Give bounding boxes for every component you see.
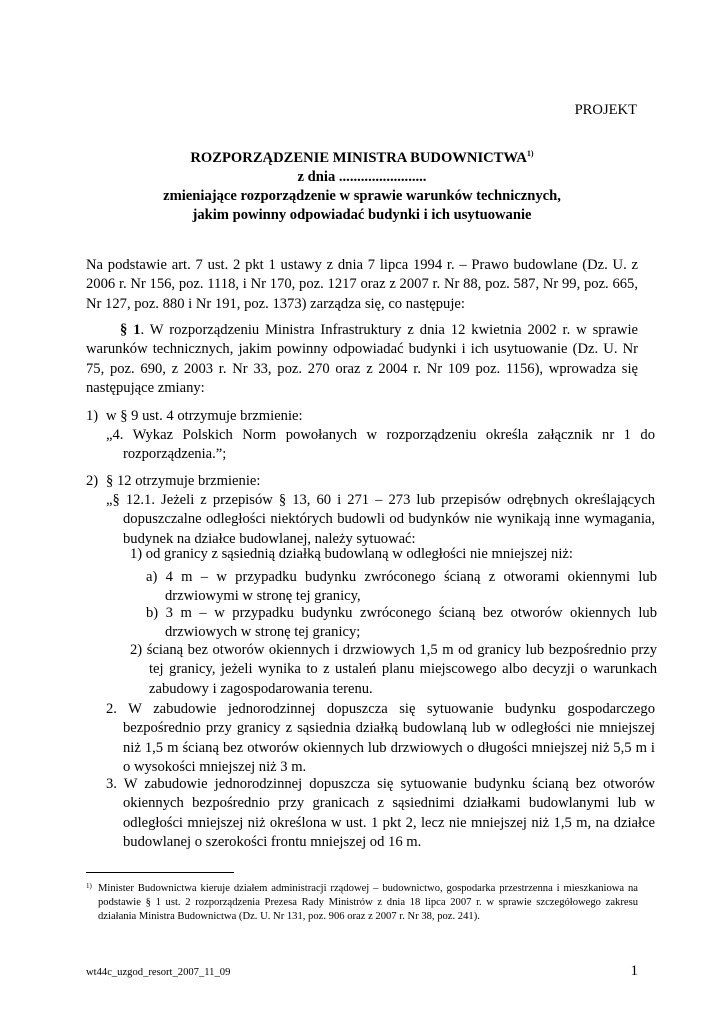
section-1 <box>86 321 638 399</box>
title-subject-line-2: jakim powinny odpowiadać budynki i ich usytuowanie <box>192 207 532 223</box>
footnote-separator <box>86 872 234 873</box>
par12-point-1a: a) 4 m – w przypadku budynku zwróconego ścianą z otworami okiennymi lub drzwiowymi w stronę tej granicy, <box>146 569 657 605</box>
change-1-head: w § 9 ust. 4 otrzymuje brzmienie: <box>106 408 303 424</box>
projekt-label: PROJEKT <box>574 102 637 118</box>
section-1-text: . W rozporządzeniu Ministra Infrastruktury z dnia 12 kwietnia 2002 r. w sprawie warunków technicznych, jakim powinny odpowiadać budynki i ich usytuowanie (Dz. U. Nr 75, poz. 690, z 2003 r. Nr 33, poz. 270 oraz z 2004 r. Nr 109 poz. 1156), wprowadza się następujące zmiany: <box>86 322 639 397</box>
par12-point-1: 1) od granicy z sąsiednią działką budowlaną w odległości nie mniejszej niż: <box>130 546 573 562</box>
footer-filename: wt44c_uzgod_resort_2007_11_09 <box>86 967 231 978</box>
footnote-text: Minister Budownictwa kieruje działem administracji rządowej – budownictwo, gospodarka przestrzenna i mieszkaniowa na podstawie § 1 ust. 2 rozporządzenia Prezesa Rady Ministrów z dnia 18 lipca 2007 r. w sprawie szczegółowego zakresu działania Ministra Budownictwa (Dz. U. Nr 131, poz. 906 oraz z 2007 r. Nr 38, poz. 241). <box>98 883 638 922</box>
change-2-number: 2) <box>86 473 99 489</box>
par12-ust-3: 3. W zabudowie jednorodzinnej dopuszcza się sytuowanie budynku ścianą bez otworów okiennych bezpośrednio przy granicach z sąsiednimi działkami budowlanymi lub w odległości mniejszej niż określona w ust. 1 pkt 2, lecz nie mniejszej niż 1,5 m, na działce budowlanej o szerokości frontu mniejszej od 16 m. <box>106 776 655 851</box>
change-2-body: „§ 12.1. Jeżeli z przepisów § 13, 60 i 271 – 273 lub przepisów odrębnych określających dopuszczalne odległości niektórych budowli od budynków nie wynikają inne wymagania, budynek na działce budowlanej, należy sytuować: <box>106 492 655 547</box>
change-2-head: § 12 otrzymuje brzmienie: <box>106 473 261 489</box>
title-footnote-ref: 1) <box>526 149 534 158</box>
par12-ust-2: 2. W zabudowie jednorodzinnej dopuszcza się sytuowanie budynku gospodarczego bezpośrednio przy granicy z sąsiednia działką budowlaną lub w odległości nie mniejszej niż 1,5 m ścianą bez otworów okiennych lub drzwiowych o długości mniejszej niż 5,5 m i o wysokości mniejszej niż 3 m. <box>106 701 655 776</box>
change-1-number: 1) <box>86 408 99 424</box>
par12-point-1b: b) 3 m – w przypadku budynku zwróconego ścianą bez otworów okiennych lub drzwiowych w stronę tej granicy; <box>146 605 657 641</box>
section-1-label: § 1 <box>120 322 141 338</box>
title-date-line: z dnia ........................ <box>297 169 427 185</box>
preamble: Na podstawie art. 7 ust. 2 pkt 1 ustawy z dnia 7 lipca 1994 r. – Prawo budowlane (Dz. U. z 2006 r. Nr 156, poz. 1118, i Nr 170, poz. 1217 oraz z 2007 r. Nr 88, poz. 587, Nr 99, poz. 665, Nr 127, poz. 880 i Nr 191, poz. 1373) zarządza się, co następuje: <box>86 257 638 312</box>
title-line-1 <box>80 149 644 168</box>
title-subject-line-1: zmieniające rozporządzenie w sprawie warunków technicznych, <box>163 188 561 204</box>
change-1-body: „4. Wykaz Polskich Norm powołanych w rozporządzeniu określa załącznik nr 1 do rozporządzenia.”; <box>106 427 655 463</box>
footnote-mark: 1) <box>86 882 92 890</box>
par12-point-2: 2) ścianą bez otworów okiennych i drzwiowych 1,5 m od granicy lub bezpośrednio przy tej granicy, jeżeli wynika to z ustaleń planu miejscowego albo decyzji o warunkach zabudowy i zagospodarowania terenu. <box>130 642 657 697</box>
title-text: ROZPORZĄDZENIE MINISTRA BUDOWNICTWA <box>190 150 527 166</box>
page-number: 1 <box>630 963 638 979</box>
